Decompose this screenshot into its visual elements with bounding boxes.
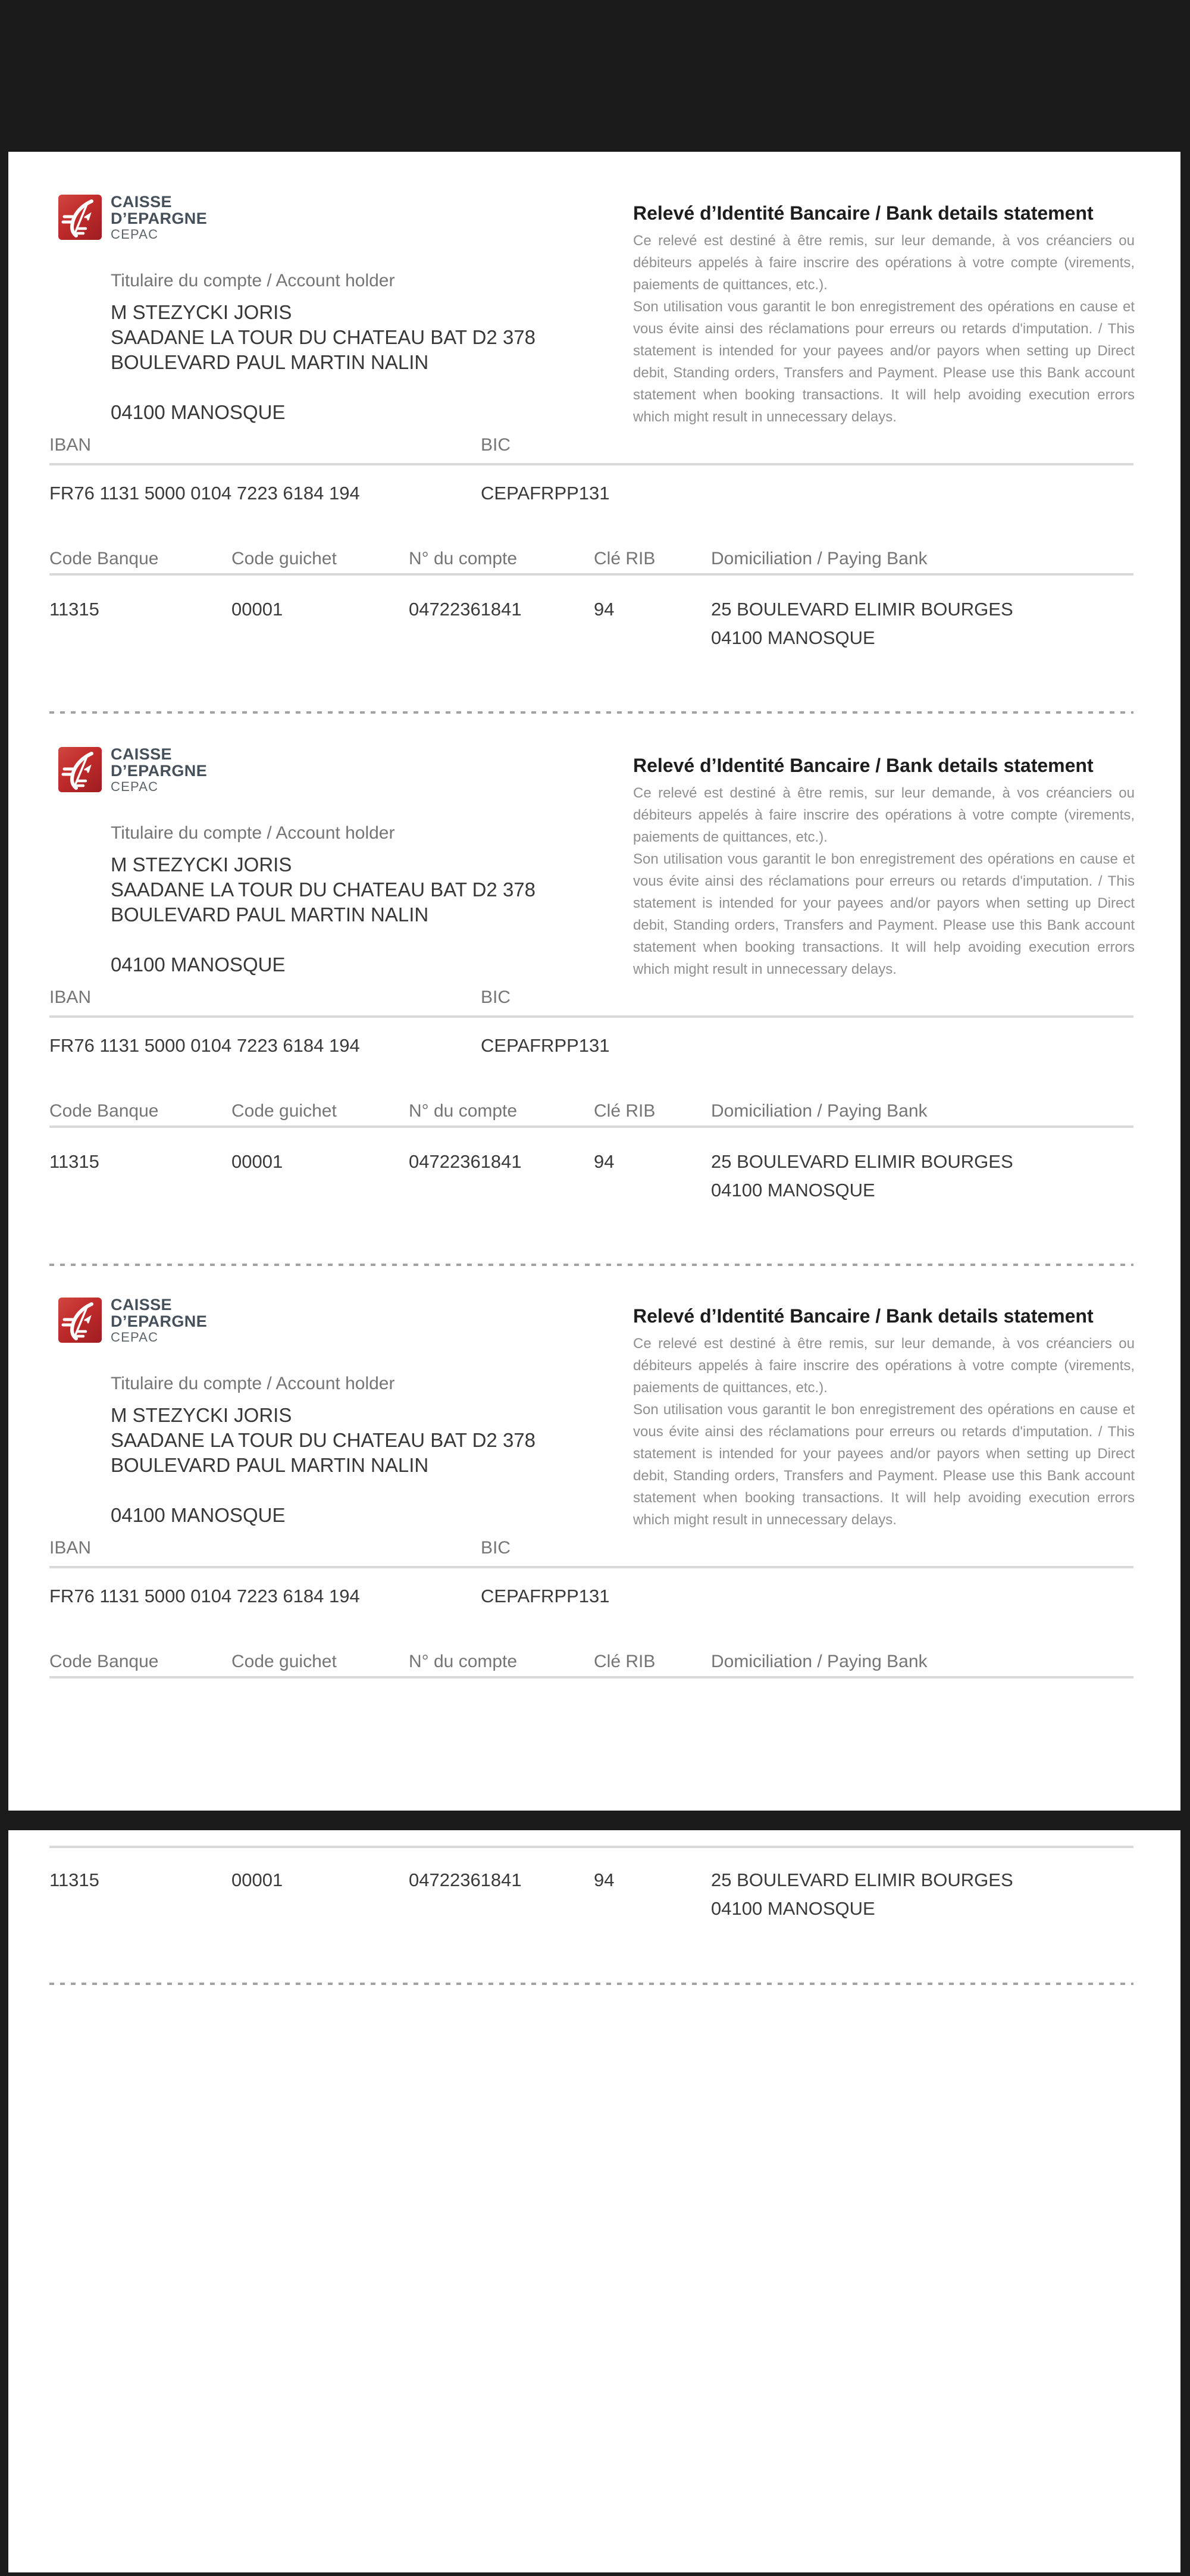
brand-name-line1: CAISSE [111,193,172,211]
account-holder-address-2: BOULEVARD PAUL MARTIN NALIN [111,351,429,373]
iban-value: FR76 1131 5000 0104 7223 6184 194 [49,1586,360,1606]
cell-numero-compte: 04722361841 [409,599,522,620]
header-cle-rib: Clé RIB [594,1652,656,1671]
cell-code-banque: 11315 [49,1151,99,1172]
account-holder-label: Titulaire du compte / Account holder [111,271,395,290]
header-domiciliation: Domiciliation / Paying Bank [711,1652,928,1671]
brand-name-line1: CAISSE [111,1296,172,1314]
account-holder-address-2: BOULEVARD PAUL MARTIN NALIN [111,1454,429,1476]
statement-description-usage: Son utilisation vous garantit le bon enregistrement des opérations en cause et vous évite ainsi des réclamations pour erreurs ou retards d'imputation. / This statement is intended for your payees and/or payors when setting up Direct debit, Standing orders, Transfers and Payment. Please use this Bank account statement when booking transactions. It will help avoiding execution errors which might result in unnecessary delays. [633,1402,1135,1528]
bic-value: CEPAFRPP131 [481,483,610,504]
statement-title: Relevé d’Identité Bancaire / Bank details statement [633,1305,1094,1327]
statement-header [633,202,1135,428]
cell-domiciliation [711,595,1013,652]
account-holder-label: Titulaire du compte / Account holder [111,823,395,843]
header-cle-rib: Clé RIB [594,1101,656,1121]
euro-swoosh-icon [58,1298,102,1343]
statement-header [633,754,1135,980]
domiciliation-line-2: 04100 MANOSQUE [711,627,875,648]
header-domiciliation: Domiciliation / Paying Bank [711,549,928,568]
bic-label: BIC [481,435,511,455]
account-holder-label: Titulaire du compte / Account holder [111,1374,395,1393]
statement-title: Relevé d’Identité Bancaire / Bank details statement [633,202,1094,224]
cell-numero-compte: 04722361841 [409,1151,522,1172]
table-divider-rule [49,1126,1133,1128]
iban-divider-rule [49,463,1133,465]
brand-subsidiary: CEPAC [111,1330,159,1345]
header-code-guichet: Code guichet [231,1101,337,1121]
iban-divider-rule [49,1566,1133,1568]
account-holder-city: 04100 MANOSQUE [111,401,286,423]
account-holder-address-2: BOULEVARD PAUL MARTIN NALIN [111,904,429,926]
account-holder-address-1: SAADANE LA TOUR DU CHATEAU BAT D2 378 [111,326,536,348]
bic-value: CEPAFRPP131 [481,1586,610,1606]
bank-logo [111,746,207,794]
header-cle-rib: Clé RIB [594,549,656,568]
statement-description-fr: Ce relevé est destiné à être remis, sur leur demande, à vos créanciers ou débiteurs appelés à faire inscrire des opérations à votre compte (virements, paiements de quittances, etc.). [633,233,1135,293]
header-code-banque: Code Banque [49,549,159,568]
iban-value: FR76 1131 5000 0104 7223 6184 194 [49,483,360,504]
cell-cle-rib: 94 [594,599,615,620]
header-code-guichet: Code guichet [231,549,337,568]
cell-cle-rib: 94 [594,1870,615,1890]
cell-code-guichet: 00001 [231,1870,283,1890]
account-holder-block [111,300,536,425]
account-holder-block [111,852,536,977]
cell-numero-compte: 04722361841 [409,1870,522,1890]
statement-description-usage: Son utilisation vous garantit le bon enregistrement des opérations en cause et vous évite ainsi des réclamations pour erreurs ou retards d'imputation. / This statement is intended for your payees and/or payors when setting up Direct debit, Standing orders, Transfers and Payment. Please use this Bank account statement when booking transactions. It will help avoiding execution errors which might result in unnecessary delays. [633,851,1135,977]
iban-label: IBAN [49,987,92,1007]
brand-subsidiary: CEPAC [111,779,159,794]
domiciliation-line-1: 25 BOULEVARD ELIMIR BOURGES [711,1870,1013,1890]
brand-name-line2: D’EPARGNE [111,762,208,780]
euro-swoosh-icon [58,747,102,792]
statement-description-fr: Ce relevé est destiné à être remis, sur leur demande, à vos créanciers ou débiteurs appelés à faire inscrire des opérations à votre compte (virements, paiements de quittances, etc.). [633,785,1135,845]
cell-domiciliation [711,1866,1013,1923]
address-blank-line [111,1478,536,1503]
cell-domiciliation [711,1148,1013,1205]
statement-description-fr: Ce relevé est destiné à être remis, sur leur demande, à vos créanciers ou débiteurs appelés à faire inscrire des opérations à votre compte (virements, paiements de quittances, etc.). [633,1336,1135,1396]
account-holder-address-1: SAADANE LA TOUR DU CHATEAU BAT D2 378 [111,1429,536,1451]
domiciliation-line-1: 25 BOULEVARD ELIMIR BOURGES [711,599,1013,620]
table-divider-rule [49,573,1133,576]
brand-name-line2: D’EPARGNE [111,1312,208,1330]
header-numero-compte: N° du compte [409,549,518,568]
cell-code-banque: 11315 [49,1870,99,1890]
address-blank-line [111,927,536,952]
header-domiciliation: Domiciliation / Paying Bank [711,1101,928,1121]
cell-code-guichet: 00001 [231,599,283,620]
cut-line-divider [49,1264,1133,1266]
account-holder-address-1: SAADANE LA TOUR DU CHATEAU BAT D2 378 [111,879,536,901]
header-numero-compte: N° du compte [409,1101,518,1121]
cut-line-divider [49,1983,1133,1985]
address-blank-line [111,375,536,400]
header-code-banque: Code Banque [49,1101,159,1121]
bank-logo [111,1296,207,1345]
table-divider-rule [49,1676,1133,1678]
document-page-1 [8,152,1180,1811]
brand-name-line1: CAISSE [111,745,172,763]
cell-cle-rib: 94 [594,1151,615,1172]
domiciliation-line-2: 04100 MANOSQUE [711,1898,875,1919]
bank-logo [111,193,207,242]
account-holder-city: 04100 MANOSQUE [111,1504,286,1526]
account-holder-name: M STEZYCKI JORIS [111,1404,292,1426]
cell-code-banque: 11315 [49,599,99,620]
cell-code-guichet: 00001 [231,1151,283,1172]
header-code-banque: Code Banque [49,1652,159,1671]
iban-label: IBAN [49,1538,92,1558]
domiciliation-line-2: 04100 MANOSQUE [711,1180,875,1201]
header-numero-compte: N° du compte [409,1652,518,1671]
bic-value: CEPAFRPP131 [481,1035,610,1056]
brand-subsidiary: CEPAC [111,227,159,242]
header-code-guichet: Code guichet [231,1652,337,1671]
document-page-2 [8,1830,1180,2572]
domiciliation-line-1: 25 BOULEVARD ELIMIR BOURGES [711,1151,1013,1172]
euro-swoosh-icon [58,195,102,240]
bic-label: BIC [481,987,511,1007]
bic-label: BIC [481,1538,511,1558]
account-holder-name: M STEZYCKI JORIS [111,301,292,323]
iban-divider-rule [49,1015,1133,1018]
statement-header [633,1305,1135,1531]
account-holder-block [111,1403,536,1528]
brand-name-line2: D’EPARGNE [111,210,208,227]
statement-title: Relevé d’Identité Bancaire / Bank details statement [633,755,1094,776]
account-holder-name: M STEZYCKI JORIS [111,854,292,876]
cut-line-divider [49,711,1133,714]
iban-label: IBAN [49,435,92,455]
account-holder-city: 04100 MANOSQUE [111,954,286,976]
statement-description-usage: Son utilisation vous garantit le bon enregistrement des opérations en cause et vous évite ainsi des réclamations pour erreurs ou retards d'imputation. / This statement is intended for your payees and/or payors when setting up Direct debit, Standing orders, Transfers and Payment. Please use this Bank account statement when booking transactions. It will help avoiding execution errors which might result in unnecessary delays. [633,299,1135,425]
iban-value: FR76 1131 5000 0104 7223 6184 194 [49,1035,360,1056]
table-divider-rule-continued [49,1846,1133,1848]
